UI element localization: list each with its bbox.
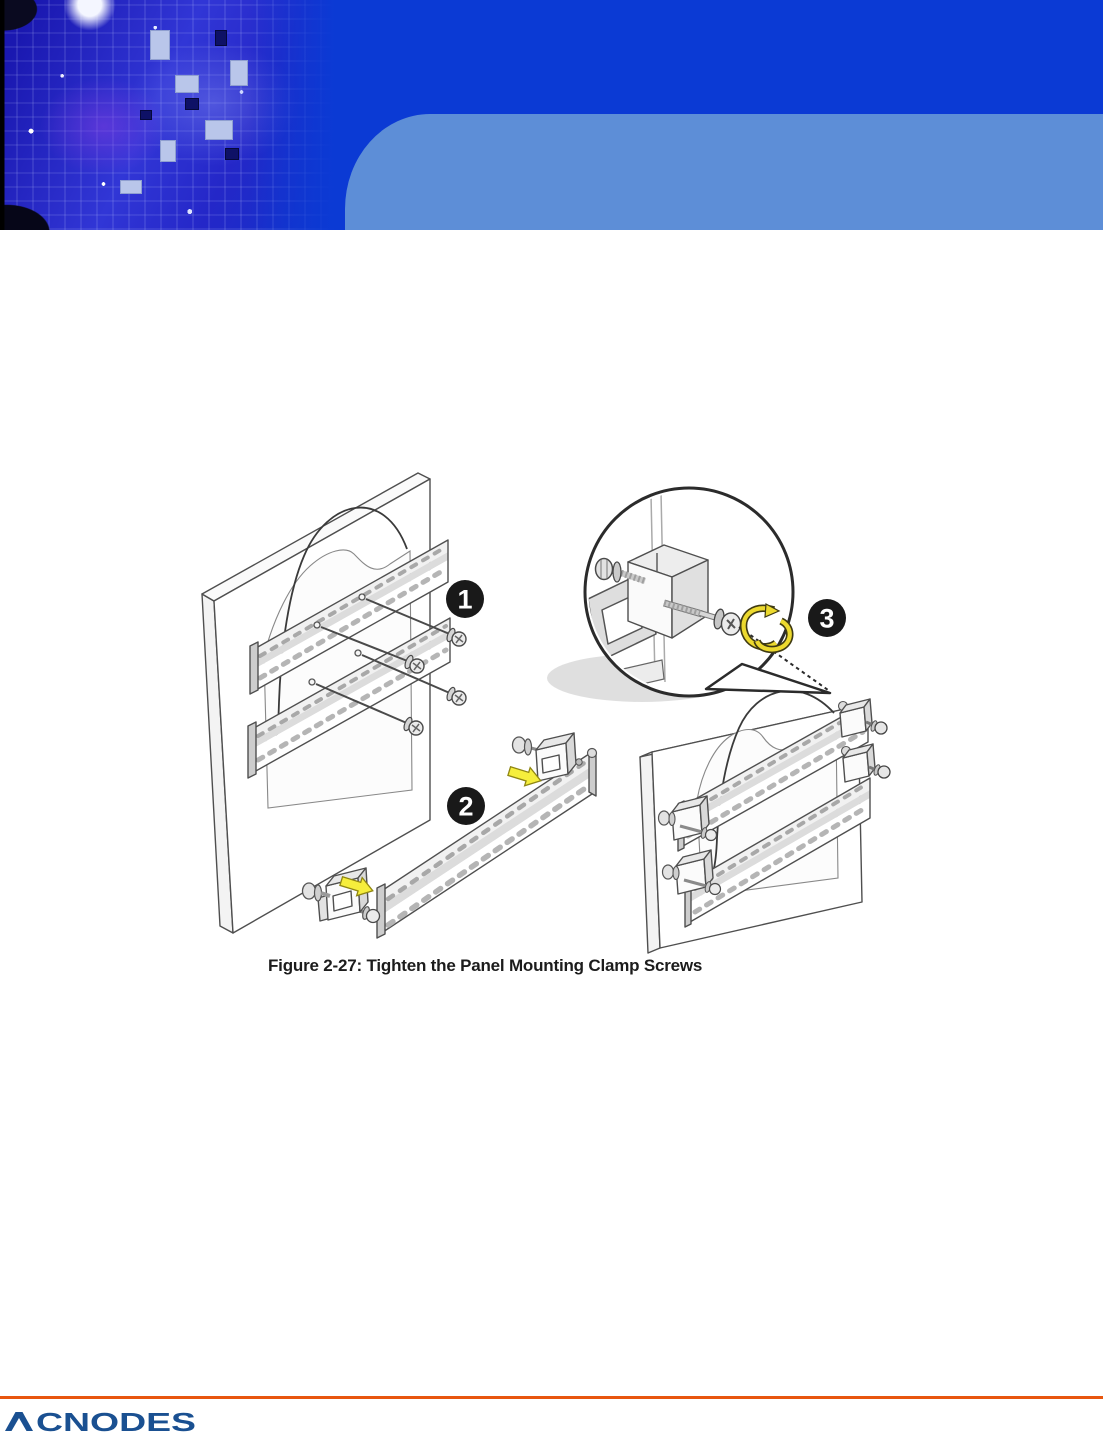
logo-letter-a xyxy=(5,1412,33,1431)
step-3-badge xyxy=(808,599,846,637)
panel-mounting-clamp xyxy=(842,744,891,782)
svg-text:2: 2 xyxy=(458,791,474,822)
footer-divider xyxy=(0,1396,1103,1399)
svg-text:1: 1 xyxy=(457,584,473,615)
step-1-badge xyxy=(446,580,484,618)
step-2-badge xyxy=(447,787,485,825)
figure-caption: Figure 2-27: Tighten the Panel Mounting Clamp Screws xyxy=(268,956,703,975)
step3-clamped-assembly xyxy=(640,691,890,953)
panel-mounting-clamp xyxy=(839,699,888,737)
logo-wordmark-text: CNODES xyxy=(36,1407,196,1432)
svg-text:3: 3 xyxy=(819,603,835,634)
acnodes-logo xyxy=(5,1402,205,1432)
